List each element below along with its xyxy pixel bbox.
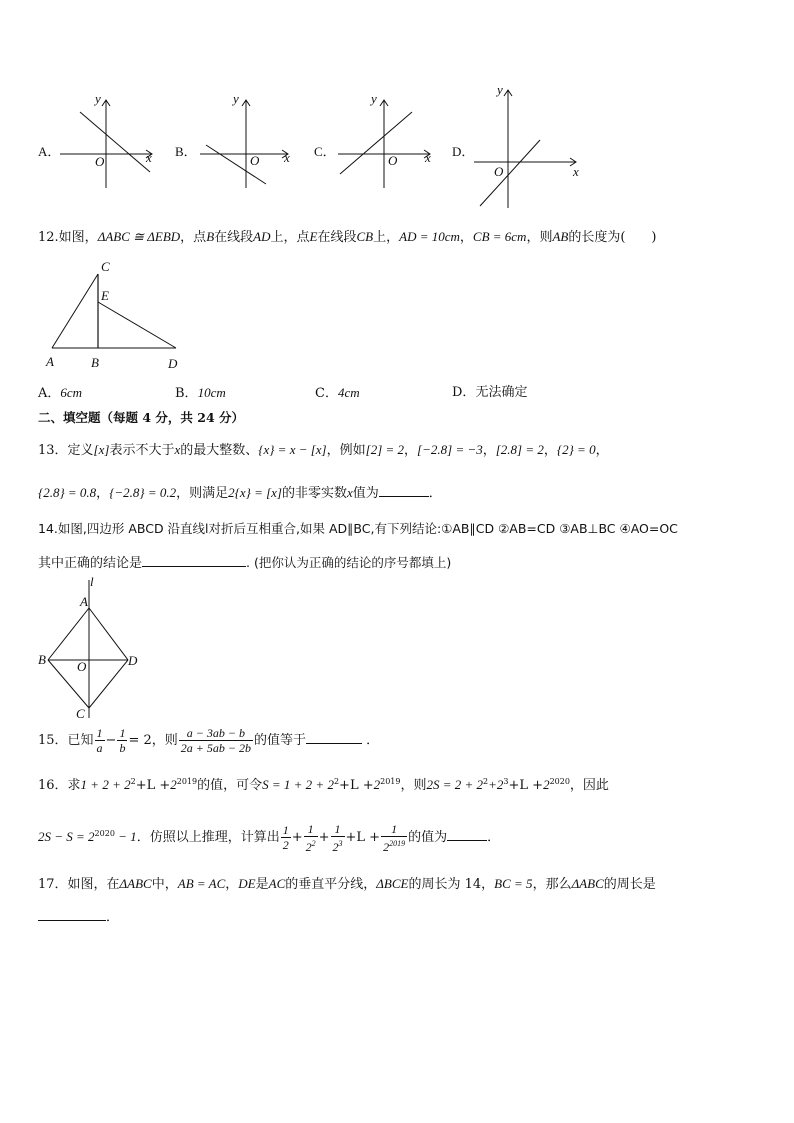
q16-frac-num: 1 [331,822,345,837]
q11-d-y-label: y [497,82,503,97]
q16-2s-def: 2S = 2 + 2 [426,777,484,792]
q11-graph-b [200,90,300,190]
q15-fraction-1-over-b [117,726,127,755]
q11-a-y-label: y [95,91,101,106]
q14-label-o: O [77,659,87,674]
q11-c-origin-label: O [388,153,398,168]
q12-text: ， [459,230,473,245]
q13-text: ， [482,443,496,458]
q16-frac-den-base: 2 [305,839,312,854]
q13-line-1 [38,441,609,460]
q13-example-2: [−2.8] = −3 [417,442,483,457]
q13-text: 13．定义 [38,443,94,458]
q11-options [0,80,794,215]
q16-line-1: 16．求$1 + 2 + 2^2+L +2^{2019}$的值，可令$S = 1 + 2 + 2^2+L +2^{2019}$，则$2S = 2 + 2^2+2^3+L +2^{2020}$，因此 [38,777,609,793]
q16-exp: 2 [483,777,489,786]
q13-text: ，例如 [326,443,366,458]
q11-option-c-letter: C． [314,144,336,159]
q13-text: ，则满足 [176,486,229,501]
q11-b-origin-label: O [250,153,260,168]
q12-option-c-letter: C． [315,386,338,401]
q13-condition: 2{x} = [x] [228,485,282,500]
q16-ellipsis: +L + [135,778,171,793]
q15-frac-num: 1 [119,726,126,740]
q14-line-1: 14.如图,四边形 ABCD 沿直线l对折后互相重合,如果 AD∥BC,有下列结论:①AB∥CD ②AB=CD ③AB⊥BC ④AO=OC [38,521,678,536]
q14-answer-blank[interactable] [142,552,246,567]
q17-line-1 [38,875,656,894]
q16-plus: + [291,830,303,845]
q17-text: 的垂直平分线， [285,877,377,892]
q13-text: 的最大整数、 [180,443,259,458]
q12-text: ，点 [180,230,207,245]
q16-text: 的值，可令 [197,778,263,793]
q11-option-b-letter: B． [175,144,197,159]
q17-triangle-bce: ΔBCE [376,876,409,891]
q14-label-c: C [76,706,85,721]
q16-frac-den [304,837,318,854]
section-2-title: 二、填空题（每题 4 分，共 24 分） [38,410,245,425]
q14-line-2 [38,552,451,573]
q11-d-x-label: x [573,164,579,179]
q16-minus-one: − 1 [114,829,137,844]
q16-ellipsis: +L + [345,830,381,845]
q12-option-d-value: 无法确定 [475,385,528,400]
q17-triangle-abc-2: ΔABC [571,876,604,891]
q16-s-def: S = 1 + 2 + 2 [262,777,334,792]
q17-answer-blank[interactable] [38,906,106,921]
q17-text: 中， [151,877,178,892]
q13-floor-notation: [x] [93,442,110,457]
q12-text: 上，点 [270,230,310,245]
q16-exp: 2019 [389,838,406,848]
q16-ellipsis: +L + [508,778,544,793]
q17-text: 的周长为 14， [408,877,495,892]
q17-eq-ab-ac: AB = AC [177,876,226,891]
q12-eq-cb: CB = 6cm [472,229,527,244]
q16-end: ． [487,830,501,845]
q13-var-x: x [174,442,181,457]
q13-end: ． [428,486,442,501]
q15-frac-den: b [119,741,126,755]
q13-example-6: {−2.8} = 0.2 [109,485,177,500]
q14-label-b: B [38,652,46,667]
q17-end: ． [106,910,120,925]
q16-exp: 2 [311,838,316,848]
q16-exp: 2020 [94,829,115,838]
q16-diff: 2S − S = 2 [38,829,95,844]
q11-a-origin-label: O [95,154,105,169]
q16-exp: 3 [503,777,509,786]
q11-a-x-label: x [146,150,152,165]
q13-var-x: x [347,485,353,500]
q12-point-e: E [309,229,318,244]
q17-text: ， [225,877,239,892]
q15-eq: = 2 [128,733,152,748]
q16-text: 16．求 [38,778,81,793]
q14-kite-figure [36,578,146,724]
q15-fraction-expression [179,726,253,755]
q16-ellipsis: +L + [339,778,374,793]
q12-text: 在线段 [214,230,254,245]
q16-text: ，则 [400,778,427,793]
q13-frac-part-def: {x} = x − [x] [258,442,327,457]
q17-segment-ac: AC [268,876,286,891]
q15-minus: − [105,733,117,748]
q14-hint: . (把你认为正确的结论的序号都填上) [246,555,452,570]
q12-options [38,384,738,402]
q15-frac-num: a − 3ab − b [179,726,253,741]
q17-text: ，那么 [532,877,572,892]
q12-text: 上， [373,230,400,245]
q17-eq-bc: BC = 5 [494,876,533,891]
q12-label-a: A [46,354,54,369]
q12-label-c: C [101,259,110,274]
q11-option-d-letter: D． [452,144,475,159]
q16-answer-blank[interactable] [447,826,487,841]
q14-label-l: l [90,574,94,589]
q16-frac-den-base: 2 [332,839,339,854]
q16-frac-num: 1 [381,822,407,837]
q11-b-y-label: y [233,91,239,106]
q16-frac-num: 1 [304,822,318,837]
q13-text: 表示不大于 [109,443,175,458]
q12-label-e: E [101,288,109,303]
q12-option-b[interactable] [175,384,226,403]
q13-text: ， [595,443,609,458]
q13-example-4: {2} = 0 [556,442,596,457]
q13-text: 值为 [352,486,379,501]
q16-fraction-last [381,822,407,854]
q13-example-1: [2] = 2 [365,442,405,457]
q17-text: 是 [255,877,269,892]
q12-option-b-letter: B． [175,386,198,401]
q16-frac-num: 1 [282,823,289,837]
q13-example-3: [2.8] = 2 [495,442,544,457]
q15-text: 15．已知 [38,733,94,748]
q12-text: ，则 [526,230,553,245]
q12-option-c-value: 4cm [337,385,360,400]
q16-exp: 3 [338,838,343,848]
q14-label-d: D [128,653,138,668]
q12-prefix: 12.如图， [38,230,98,245]
q16-exp: 2019 [176,777,198,786]
q13-example-5: {2.8} = 0.8 [38,485,97,500]
q15-end: ． [366,733,380,748]
q16-plus: + [318,830,330,845]
q12-option-b-value: 10cm [197,385,226,400]
q12-segment-cb: CB [356,229,374,244]
q15-fraction-1-over-a [95,726,105,755]
q16-fraction-3 [331,822,345,854]
q15-answer-blank[interactable] [306,729,362,744]
q13-text: ， [404,443,418,458]
q16-exp: 2 [130,777,136,786]
q13-text: ， [543,443,557,458]
q15-text: ，则 [151,733,178,748]
q16-fraction-1 [281,823,291,852]
q11-c-x-label: x [425,150,431,165]
q15-text: 的值等于 [253,733,306,748]
q17-segment-de: DE [238,876,256,891]
q11-c-y-label: y [371,91,377,106]
q13-text: 的非零实数 [281,486,347,501]
q16-text: 的值为 [408,830,448,845]
q14-text: 其中正确的结论是 [38,556,143,571]
q16-frac-den: 2 [282,838,289,852]
q17-line-2 [38,906,119,927]
q15-frac-num: 1 [96,726,103,740]
q12-question [38,228,657,247]
q16-frac-den [381,837,407,854]
q12-eq-ad: AD = 10cm [399,229,460,244]
q17-text: 的周长是 [603,877,656,892]
q16-exp: 2019 [380,777,401,786]
q12-option-a[interactable] [38,384,82,403]
q12-label-b: B [91,355,99,370]
q12-suffix: 的长度为( ) [568,230,657,245]
q14-label-a: A [80,594,88,609]
q12-option-a-letter: A． [38,386,61,401]
q12-option-d[interactable] [452,384,527,402]
q12-segment-ab: AB [552,229,569,244]
q15-frac-den: a [96,741,103,755]
q16-frac-den [331,837,345,854]
q12-text: 在线段 [317,230,357,245]
q11-graph-a [60,90,160,190]
q16-text: ．仿照以上推理，计算出 [136,830,280,845]
q15-frac-den: 2a + 5ab − 2b [180,741,251,755]
q11-option-a-letter: A． [38,144,61,159]
q16-line-2 [38,814,500,858]
q12-option-a-value: 6cm [60,385,83,400]
q12-congruence: ΔABC ≅ ΔEBD [97,229,181,244]
q16-exp: 2020 [549,777,570,786]
q16-exp: 2 [333,777,340,786]
q16-fraction-2 [304,822,318,854]
q11-graph-d [474,80,584,210]
q13-text: ， [96,486,110,501]
q12-option-c[interactable] [315,384,360,403]
q11-b-x-label: x [284,150,290,165]
q15-question [38,722,379,760]
q17-triangle-abc: ΔABC [119,876,152,891]
q16-text: ，因此 [569,778,609,793]
q12-label-d: D [168,356,178,371]
q11-graph-c [338,90,438,190]
q13-answer-blank[interactable] [379,482,429,497]
q11-d-origin-label: O [494,164,504,179]
q12-point-b: B [206,229,215,244]
q16-frac-den-base: 2 [383,839,390,854]
q16-sum: 1 + 2 + 2 [80,777,131,792]
q12-segment-ad: AD [253,229,271,244]
q13-line-2 [38,482,442,503]
q12-option-d-letter: D． [452,385,476,400]
q17-text: 17．如图，在 [38,877,120,892]
